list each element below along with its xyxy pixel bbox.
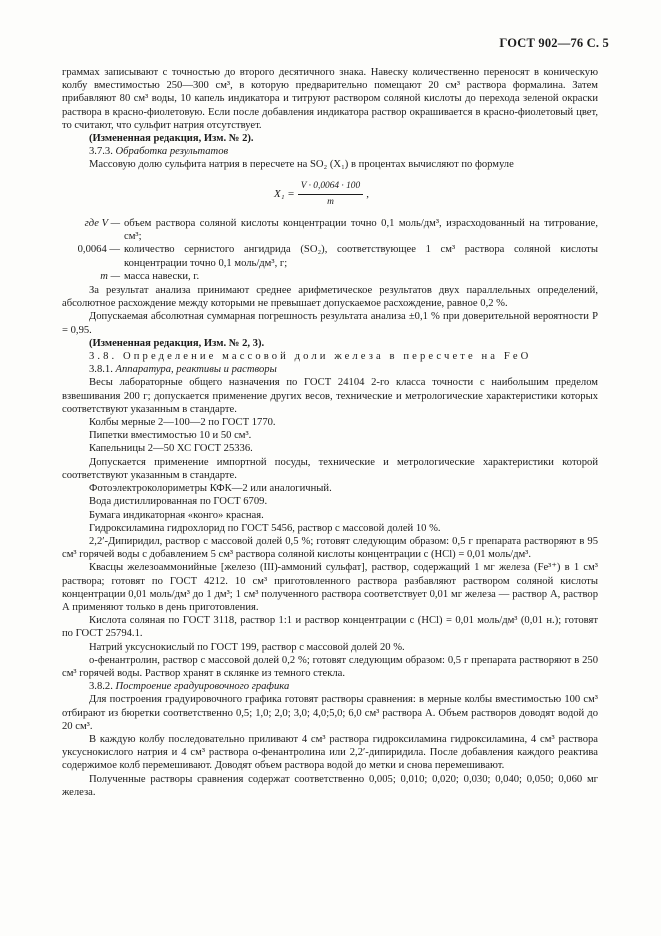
paragraph-dipyridyl: 2,2′-Дипиридил, раствор с массовой долей 0,5 %; готовят следующим образом: 0,5 г препарата растворяют в 95 см³ горячей воды с добавлением 5 см³ раствора соляной кислоты концентрации с (HCl) = 0,01 моль/дм³. xyxy=(62,535,598,561)
paragraph-reagents: В каждую колбу последовательно приливают 4 см³ раствора гидроксиламина гидроксиламина, 4 см³ раствора уксуснокислого натрия и 4 см³ раствора о-фенантролина или 2,2′-дипиридила. После добавления каждого реактива содержимое колб перемешивают. Доводят объем раствора водой до метки и снова перемешивают. xyxy=(62,733,598,772)
formula-numerator: V · 0,0064 · 100 xyxy=(298,180,363,195)
paragraph-alum: Квасцы железоаммонийные [железо (III)-аммоний сульфат], раствор, содержащий 1 мг железа (Fe³⁺) в 1 см³ раствора; готовят по ГОСТ 4212. 10 см³ приготовленного раствора разбавляют раствором соляной кислоты концентрации 0,01 моль/дм³ до 1 дм³; 1 см³ полученного раствора соответствует 0,01 мг железа — раствор А, раствор А применяют только в день приготовления. xyxy=(62,562,598,613)
amendment-note: (Измененная редакция, Изм. № 2, 3). xyxy=(89,337,265,349)
definition-v xyxy=(62,217,598,243)
section-number: 3.8.2. xyxy=(89,681,113,693)
paragraph-result: За результат анализа принимают среднее арифметическое результатов двух параллельных определений, абсолютное расхождение между которыми не превышает допускаемое расхождение, равное 0,2 %. xyxy=(62,285,598,310)
paragraph-droppers: Капельницы 2—50 ХС ГОСТ 25336. xyxy=(89,443,253,455)
definition-text: объем раствора соляной кислоты концентрации точно 0,1 моль/дм³, израсходованный на титрование, см³; xyxy=(124,218,598,243)
definition-symbol: m — xyxy=(100,270,120,282)
definition-0-0064 xyxy=(62,243,598,269)
paragraph-hydroxylamine: Гидроксиламина гидрохлорид по ГОСТ 5456, раствор с массовой долей 10 %. xyxy=(89,522,441,534)
paragraph-water: Вода дистиллированная по ГОСТ 6709. xyxy=(89,496,268,508)
definition-text: количество сернистого ангидрида (SO₂), соответствующее 1 см³ раствора соляной кислоты концентрации точно 0,1 моль/дм³, г; xyxy=(124,244,598,269)
paragraph-formula-intro: Массовую долю сульфита натрия в пересчете на SO₂ (X₁) в процентах вычисляют по формуле xyxy=(89,159,514,171)
section-3-7-3 xyxy=(62,145,598,158)
paragraph-weighing: граммах записывают с точностью до второго десятичного знака. Навеску количественно переносят в коническую колбу вместимостью 250—300 см³, в которую предварительно помещают 20 см³ раствора формалина. Затем прибавляют 80 см³ воды, 10 капель индикатора и титруют раствором соляной кислоты до перехода зеленой окраски раствора в красно-фиолетовую. Если после добавления индикатора раствор окрашивается в красно-фиолетовый цвет, то считают, что сульфит натрия отсутствует. xyxy=(62,67,598,131)
paragraph-flasks: Колбы мерные 2—100—2 по ГОСТ 1770. xyxy=(89,417,276,429)
section-3-8: 3.8. Определение массовой доли железа в пересчете на FeO xyxy=(89,351,532,363)
section-title: Построение градуировочного графика xyxy=(115,681,290,693)
page-body xyxy=(62,66,598,799)
page-header: ГОСТ 902—76 С. 5 xyxy=(499,36,609,50)
paragraph-scales: Весы лабораторные общего назначения по ГОСТ 24104 2-го класса точности с наибольшим пределом взвешивания 200 г; допускается применение других весов, технические и метрологические характеристики которых соответствуют указанным в стандарте. xyxy=(62,377,598,415)
formula-denominator: m xyxy=(327,196,334,207)
definition-symbol: где V — xyxy=(84,218,120,230)
paragraph-calibration: Для построения градуировочного графика готовят растворы сравнения: в мерные колбы вместимостью 100 см³ отбирают из бюретки соответственно 0,5; 1,0; 2,0; 3,0; 4,0;5,0; 6,0 см³ раствора А. Объем растворов доводят водой до 20 см³. xyxy=(62,694,598,732)
section-title: Обработка результатов xyxy=(115,146,229,158)
paragraph-colorimeter: Фотоэлектроколориметры КФК—2 или аналогичный. xyxy=(89,483,332,495)
paragraph-hcl: Кислота соляная по ГОСТ 3118, раствор 1:1 и раствор концентрации с (HCl) = 0,01 моль/дм³ (0,01 н.); готовят по ГОСТ 25794.1. xyxy=(62,615,598,640)
paragraph-solutions: Полученные растворы сравнения содержат соответственно 0,005; 0,010; 0,020; 0,030; 0,040; 0,050; 0,060 мг железа. xyxy=(62,773,598,798)
paragraph-error: Допускаемая абсолютная суммарная погрешность результата анализа ±0,1 % при доверительной вероятности P = 0,95. xyxy=(62,311,598,336)
formula-definitions xyxy=(62,217,598,283)
formula-lhs: X₁ = xyxy=(274,187,295,200)
formula-x1 xyxy=(274,180,598,209)
section-number: 3.8.1. xyxy=(89,364,113,376)
section-title: Аппаратура, реактивы и растворы xyxy=(115,364,277,376)
paragraph-pipettes: Пипетки вместимостью 10 и 50 см³. xyxy=(89,430,252,442)
paragraph-phenanthroline: о-фенантролин, раствор с массовой долей 0,2 %; готовят следующим образом: 0,5 г препарата растворяют в 250 см³ горячей воды. Раствор хранят в склянке из темного стекла. xyxy=(62,654,598,679)
paragraph-imported: Допускается применение импортной посуды, технические и метрологические характеристики которой соответствуют указанным в стандарте. xyxy=(62,456,598,481)
definition-m xyxy=(62,270,598,283)
amendment-note: (Измененная редакция, Изм. № 2). xyxy=(89,133,254,145)
formula-end: , xyxy=(366,187,369,200)
definition-text: масса навески, г. xyxy=(124,270,200,282)
definition-symbol: 0,0064 — xyxy=(77,244,120,256)
paragraph-paper: Бумага индикаторная «конго» красная. xyxy=(89,509,264,521)
section-3-8-2 xyxy=(62,680,598,693)
paragraph-sodium-acetate: Натрий уксуснокислый по ГОСТ 199, раствор с массовой долей 20 %. xyxy=(89,641,405,653)
section-number: 3.7.3. xyxy=(89,146,113,158)
section-3-8-1 xyxy=(62,363,598,376)
formula-fraction xyxy=(298,180,363,209)
